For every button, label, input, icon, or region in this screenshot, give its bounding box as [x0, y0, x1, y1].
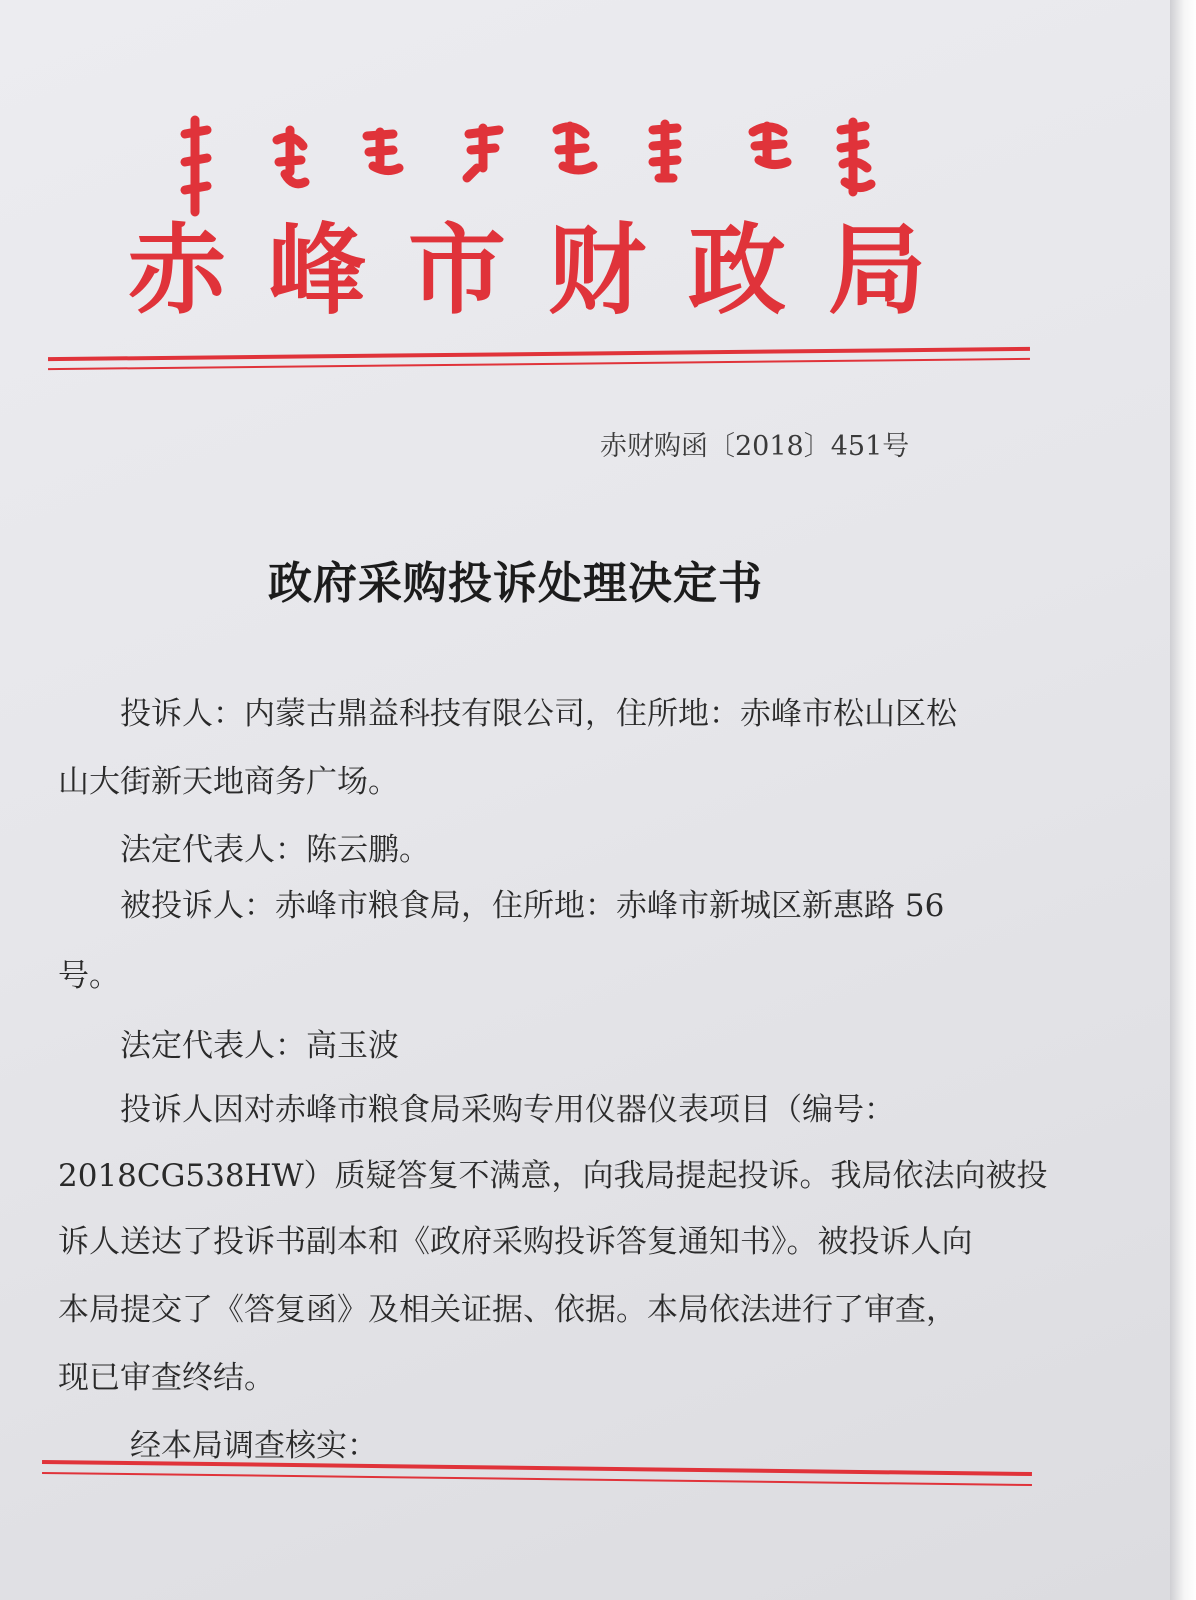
paper-edge-shadow — [1170, 0, 1196, 1600]
document-title: 政府采购投诉处理决定书 — [268, 558, 763, 609]
body-line: 投诉人因对赤峰市粮食局采购专用仪器仪表项目（编号： — [120, 1092, 895, 1128]
mongolian-script-heading — [165, 112, 905, 222]
body-line: 经本局调查核实： — [130, 1428, 378, 1464]
body-line: 号。 — [58, 958, 120, 994]
letterhead-title: 赤峰市财政局 — [128, 213, 969, 328]
body-line: 被投诉人：赤峰市粮食局，住所地：赤峰市新城区新惠路 56 — [120, 888, 945, 924]
body-line: 诉人送达了投诉书副本和《政府采购投诉答复通知书》。被投诉人向 — [58, 1224, 973, 1260]
body-line: 法定代表人：陈云鹏。 — [120, 832, 430, 868]
document-number: 赤财购函〔2018〕451号 — [600, 431, 910, 462]
body-line: 山大街新天地商务广场。 — [58, 764, 399, 800]
mongolian-script-graphic — [165, 112, 905, 222]
body-line: 2018CG538HW）质疑答复不满意，向我局提起投诉。我局依法向被投 — [58, 1158, 1048, 1194]
body-line: 本局提交了《答复函》及相关证据、依据。本局依法进行了审查， — [58, 1292, 957, 1328]
body-line: 投诉人：内蒙古鼎益科技有限公司，住所地：赤峰市松山区松 — [120, 696, 957, 732]
body-line: 法定代表人：高玉波 — [120, 1028, 399, 1064]
letterhead-rule-thin — [48, 358, 1030, 370]
body-line: 现已审查终结。 — [58, 1360, 275, 1396]
